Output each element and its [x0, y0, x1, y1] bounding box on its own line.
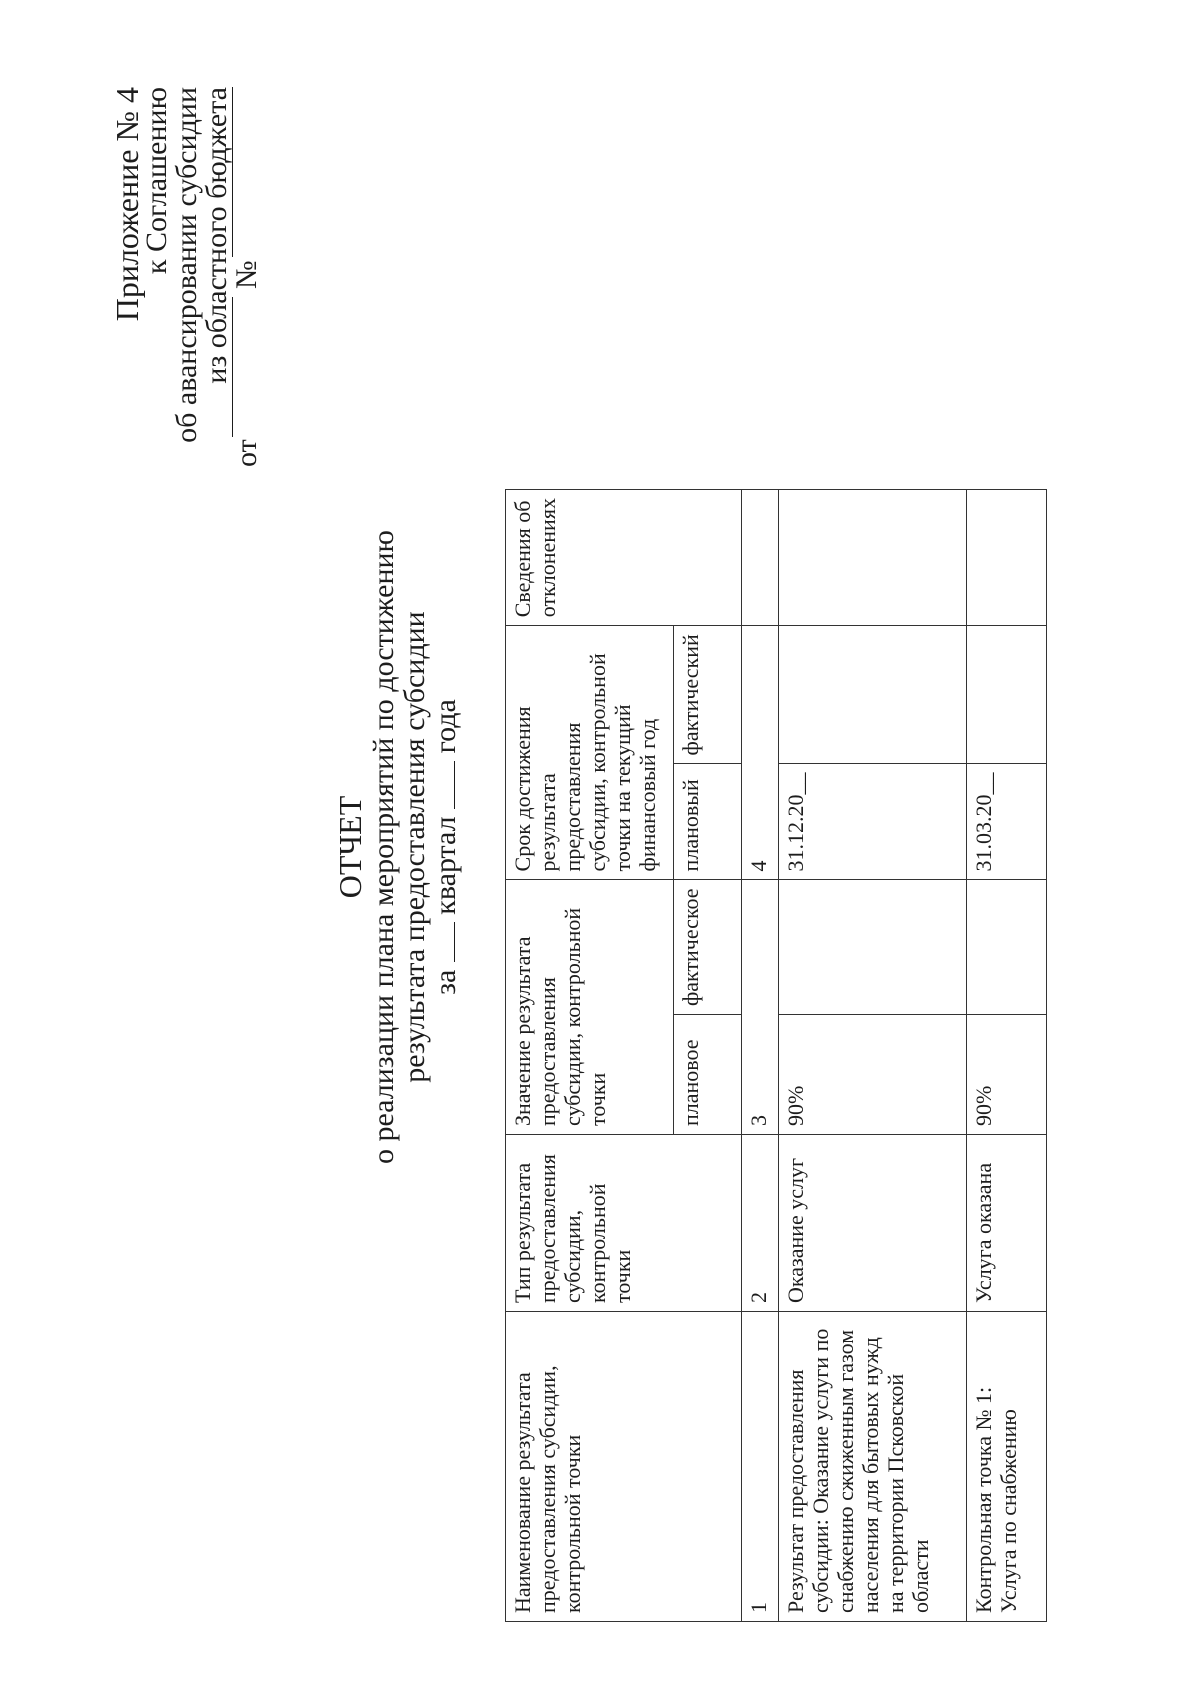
appendix-line-subsidy: об авансировании субсидии [170, 87, 203, 443]
row-deadline-plan: 31.12.20__ [779, 764, 967, 880]
year-blank [430, 761, 455, 809]
row-value-fact [967, 880, 1047, 1015]
table-header-row [506, 490, 674, 1622]
col-number-1: 1 [742, 1312, 779, 1622]
report-table [505, 489, 1047, 1622]
appendix-from-label: от [230, 439, 263, 467]
report-period [430, 347, 461, 1347]
number-blank [232, 87, 233, 257]
appendix-number-label: № [230, 260, 263, 289]
row-value-plan: 90% [779, 1015, 967, 1135]
col-number-5 [742, 490, 779, 626]
row-name: Контрольная точка № 1: Услуга по снабжению [967, 1312, 1047, 1622]
row-deadline-plan: 31.03.20__ [967, 764, 1047, 880]
report-heading [332, 347, 462, 1347]
report-subtitle-line2: результата предоставления субсидии [398, 611, 431, 1083]
subheader-value-plan: плановое [674, 1015, 742, 1135]
col-number-4: 4 [742, 626, 779, 880]
subheader-value-fact: фактическое [674, 880, 742, 1015]
period-year: года [429, 699, 462, 754]
appendix-title: Приложение № 4 [109, 87, 145, 322]
header-deadline: Срок достижения результата предоставления субсидии, контрольной точки на текущий финансовый год [506, 626, 674, 880]
row-deadline-fact [967, 626, 1047, 764]
header-value: Значение результата предоставления субсидии, контрольной точки [506, 880, 674, 1135]
row-name: Результат предоставления субсидии: Оказание услуги по снабжению сжиженным газом населения для бытовых нужд на территории Псковской области [779, 1312, 967, 1622]
row-deviations [967, 490, 1047, 626]
table-number-row [742, 490, 779, 1622]
subheader-deadline-fact: фактический [674, 626, 742, 764]
row-type: Услуга оказана [967, 1135, 1047, 1312]
appendix-block [109, 87, 263, 467]
row-value-fact [779, 880, 967, 1015]
subheader-deadline-plan: плановый [674, 764, 742, 880]
header-type: Тип результата предоставления субсидии, контрольной точки [506, 1135, 742, 1312]
row-type: Оказание услуг [779, 1135, 967, 1312]
report-title: ОТЧЕТ [332, 795, 368, 899]
row-deviations [779, 490, 967, 626]
row-value-plan: 90% [967, 1015, 1047, 1135]
appendix-line-budget: из областного бюджета [200, 87, 233, 384]
period-quarter: квартал [429, 816, 462, 915]
header-deviations: Сведения об отклонениях [506, 490, 742, 626]
report-subtitle-line1: о реализации плана мероприятий по достижению [367, 530, 400, 1164]
table-row [779, 490, 967, 1622]
date-blank [232, 297, 233, 437]
col-number-2: 2 [742, 1135, 779, 1312]
col-number-3: 3 [742, 880, 779, 1135]
quarter-blank [430, 922, 455, 962]
appendix-date-number-line [232, 87, 262, 467]
header-name: Наименование результата предоставления субсидии, контрольной точки [506, 1312, 742, 1622]
period-prefix: за [429, 969, 462, 995]
table-row [967, 490, 1047, 1622]
appendix-line-agreement: к Соглашению [140, 87, 173, 275]
row-deadline-fact [779, 626, 967, 764]
